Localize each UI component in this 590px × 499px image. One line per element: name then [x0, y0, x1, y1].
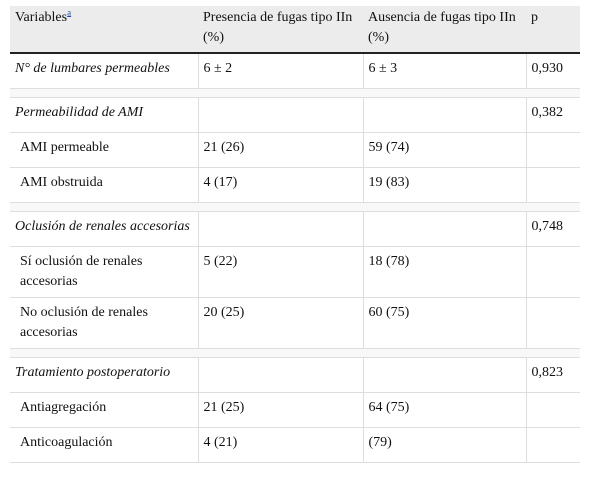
cell-presence: 4 (21)	[198, 428, 363, 463]
cell-presence: 4 (17)	[198, 168, 363, 203]
cell-absence: 6 ± 3	[363, 53, 526, 89]
header-p: p	[526, 6, 580, 53]
table-row	[10, 98, 580, 133]
header-variables: Variables$^a$	[10, 6, 198, 53]
cell-p	[526, 247, 580, 298]
cell-presence: 21 (25)	[198, 393, 363, 428]
table-header-row	[10, 6, 580, 53]
cell-presence: 20 (25)	[198, 298, 363, 349]
cell-absence: 19 (83)	[363, 168, 526, 203]
cell-p	[526, 298, 580, 349]
table-row	[10, 53, 580, 89]
cell-p	[526, 133, 580, 168]
table-row	[10, 212, 580, 247]
cell-absence: 64 (75)	[363, 393, 526, 428]
cell-presence: 5 (22)	[198, 247, 363, 298]
cell-absence: 60 (75)	[363, 298, 526, 349]
cell-presence	[198, 212, 363, 247]
row-label: Tratamiento postoperatorio	[10, 358, 198, 393]
table-row	[10, 133, 580, 168]
row-label: AMI obstruida	[10, 168, 198, 203]
row-label: AMI permeable	[10, 133, 198, 168]
table-row	[10, 168, 580, 203]
row-label: Antiagregación	[10, 393, 198, 428]
row-label: Permeabilidad de AMI	[10, 98, 198, 133]
results-table	[10, 6, 580, 463]
cell-presence: 6 ± 2	[198, 53, 363, 89]
cell-presence	[198, 358, 363, 393]
cell-absence	[363, 212, 526, 247]
cell-absence: (79)	[363, 428, 526, 463]
spacer-row	[10, 349, 580, 358]
cell-p: 0,382	[526, 98, 580, 133]
row-label: N° de lumbares permeables	[10, 53, 198, 89]
table-row	[10, 428, 580, 463]
row-label: Sí oclusión de renales accesorias	[10, 247, 198, 298]
cell-presence	[198, 98, 363, 133]
row-label: Anticoagulación	[10, 428, 198, 463]
row-label: Oclusión de renales accesorias	[10, 212, 198, 247]
cell-absence	[363, 358, 526, 393]
table-row	[10, 393, 580, 428]
table-row	[10, 298, 580, 349]
cell-p	[526, 168, 580, 203]
cell-p: 0,748	[526, 212, 580, 247]
cell-p	[526, 428, 580, 463]
cell-absence: 59 (74)	[363, 133, 526, 168]
cell-absence	[363, 98, 526, 133]
spacer-row	[10, 203, 580, 212]
cell-p: 0,823	[526, 358, 580, 393]
cell-presence: 21 (26)	[198, 133, 363, 168]
table-row	[10, 247, 580, 298]
footnote-link[interactable]: a	[67, 7, 72, 18]
header-presence: Presencia de fugas tipo IIn (%)	[198, 6, 363, 53]
cell-p: 0,930	[526, 53, 580, 89]
cell-p	[526, 393, 580, 428]
table-row	[10, 358, 580, 393]
cell-absence: 18 (78)	[363, 247, 526, 298]
spacer-row	[10, 89, 580, 98]
row-label: No oclusión de renales accesorias	[10, 298, 198, 349]
header-absence: Ausencia de fugas tipo IIn (%)	[363, 6, 526, 53]
